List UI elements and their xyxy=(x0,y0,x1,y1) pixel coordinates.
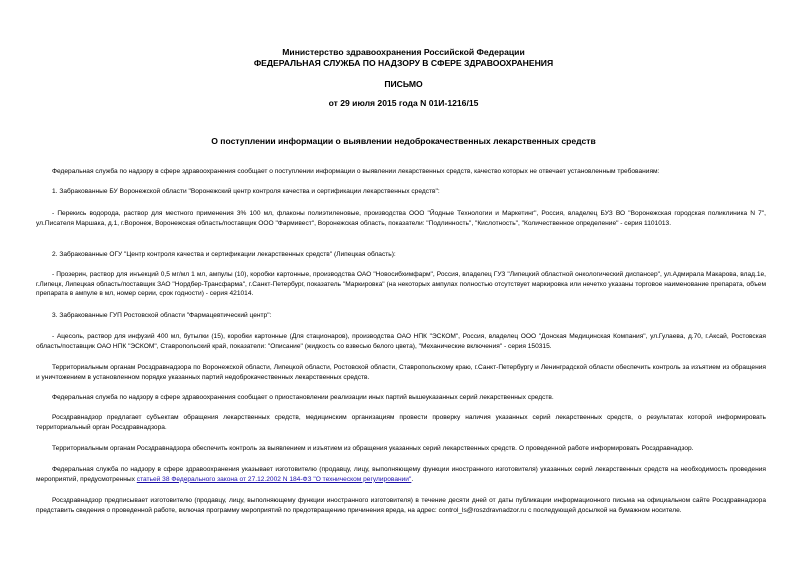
paragraph-territorial-organs: Территориальным органам Росздравнадзора обеспечить контроль за выявлением и изъятием из обращения указанных серий лекарственных средств. О проведенной работе информировать Росздравнадзор. xyxy=(52,445,694,452)
paragraph-intro: Федеральная служба по надзору в сфере здравоохранения сообщает о поступлении информации о выявлении лекарственных средств, качество которых не отвечает установленным требованиям: xyxy=(52,168,660,175)
paragraph-item-3: - Ацесоль, раствор для инфузий 400 мл, бутылки (15), коробки картонные (Для стационаров), производства ОАО НПК "ЭСКОМ", Россия, владелец ООО "Донская Медицинская Компания", ул.Гулаева, д.70, г.Аксай, Ростовская область/поставщик ОАО НПК "ЭСКОМ", Ставропольский край, показатели: "Описание" (жидкость со взвесью белого цвета), "Механические включения" - серия 150315. xyxy=(36,333,766,350)
ministry-name: Министерство здравоохранения Российской Федерации xyxy=(282,47,525,57)
paragraph-manufacturer-order: Росздравнадзор предписывает изготовителю (продавцу, лицу, выполняющему функции иностранного изготовителя) в течение десяти дней от даты публикации информационного письма на официальном сайте Росздравнадзора представить сведения о проведенной работе, включая программу мероприятий по предотвращению причинения вреда, на адрес: control_ls@roszdravnadzor.ru с последующей досылкой на бумажном носителе. xyxy=(36,497,766,514)
service-name: ФЕДЕРАЛЬНАЯ СЛУЖБА ПО НАДЗОРУ В СФЕРЕ ЗДРАВООХРАНЕНИЯ xyxy=(253,58,554,68)
paragraph-section-1: 1. Забракованные БУ Воронежской области "Воронежский центр контроля качества и сертификации лекарственных средств": xyxy=(52,188,440,195)
paragraph-item-2: - Прозерин, раствор для инъекций 0,5 мг/мл 1 мл, ампулы (10), коробки картонные, производства ОАО "Новосибхимфарм", Россия, владелец ГУЗ "Липецкий областной онкологический диспансер", ул.Адмирала Макарова, влад.1е, г.Липецк, Липецкая область/поставщик ЗАО "Нордбер-Трансфарма", г.Санкт-Петербург, показатель "Маркировка" (на некоторых ампулах полностью отсутствует маркировка или нечетко указаны торговое наименование препарата, объем препарата в ампуле в мл, номер серии, срок годности) - серия 421014. xyxy=(36,271,766,298)
manufacturer-notice-end: . xyxy=(411,475,414,483)
paragraph-section-2: 2. Забракованные ОГУ "Центр контроля качества и сертификации лекарственных средств" (Липецкая область): xyxy=(52,251,396,258)
paragraph-manufacturer-notice xyxy=(36,465,766,484)
manufacturer-notice-text: Федеральная служба по надзору в сфере здравоохранения указывает изготовителю (продавцу, лицу, выполняющему функции иностранного изготовителя) указанных серий лекарственных средств на необходимость проведения мероприятий, предусмотренных xyxy=(36,466,766,483)
paragraph-suspension: Федеральная служба по надзору в сфере здравоохранения сообщает о приостановлении реализации иных партий вышеуказанных серий лекарственных средств. xyxy=(52,394,554,401)
paragraph-territorial-control: Территориальным органам Росздравнадзора по Воронежской области, Липецкой области, Ростовской области, Ставропольскому краю, г.Санкт-Петербургу и Ленинградской области обеспечить контроль за изъятием из обращения и уничтожением в установленном порядке указанных партий недоброкачественных лекарственных средств. xyxy=(36,364,766,381)
document-type: ПИСЬМО xyxy=(384,79,423,89)
paragraph-section-3: 3. Забракованные ГУП Ростовской области "Фармацевтический центр": xyxy=(52,312,272,319)
document-date-number: от 29 июля 2015 года N 01И-1216/15 xyxy=(328,98,479,108)
federal-law-link[interactable]: статьей 38 Федерального закона от 27.12.2002 N 184-ФЗ "О техническом регулировании" xyxy=(136,475,412,483)
paragraph-item-1: - Перекись водорода, раствор для местного применения 3% 100 мл, флаконы полиэтиленовые, производства ООО "Йодные Технологии и Маркетинг", Россия, владелец БУЗ ВО "Воронежская городская поликлиника N 7", ул.Писателя Маршака, д.1, г.Воронеж, Воронежская область/поставщик ООО "Фармивест", Воронежская область, показатели: "Подлинность", "Кислотность", "Количественное определение" - серия 1101013. xyxy=(36,210,766,227)
document-title: О поступлении информации о выявлении недоброкачественных лекарственных средств xyxy=(211,136,596,146)
paragraph-inspection: Росздравнадзор предлагает субъектам обращения лекарственных средств, медицинским организациям провести проверку наличия указанных серий лекарственных средств, о результатах которой информировать территориальный орган Росздравнадзора. xyxy=(36,414,766,431)
